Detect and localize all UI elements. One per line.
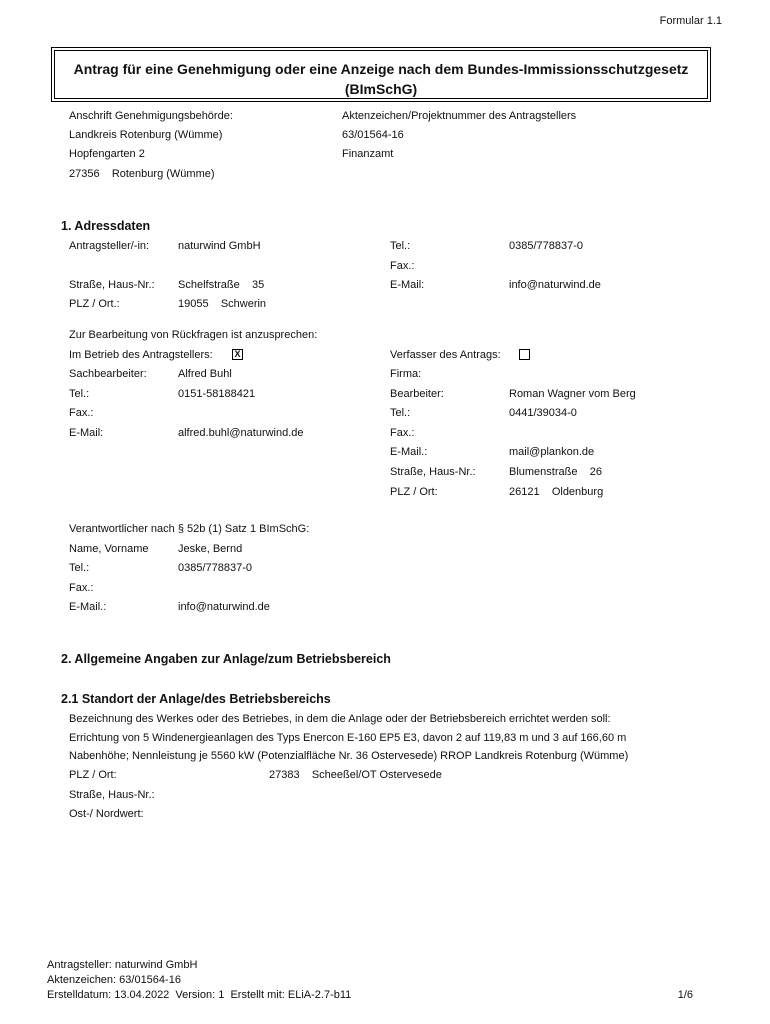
authority-line1: Landkreis Rotenburg (Wümme) bbox=[69, 129, 223, 141]
page-title: Antrag für eine Genehmigung oder eine Anzeige nach dem Bundes-Immissionsschutzgesetz (BImSchG) bbox=[73, 61, 689, 97]
applicant-street-label: Straße, Haus-Nr.: bbox=[69, 279, 155, 291]
handler-label: Bearbeiter: bbox=[390, 388, 444, 400]
clerk-fax-label: Fax.: bbox=[69, 407, 94, 419]
author-plz-value: 26121 Oldenburg bbox=[509, 486, 604, 498]
author-email-label: E-Mail.: bbox=[390, 446, 428, 458]
section21-heading: 2.1 Standort der Anlage/des Betriebsbereichs bbox=[61, 692, 331, 706]
responsible-email-label: E-Mail.: bbox=[69, 601, 107, 613]
section2-heading: 2. Allgemeine Angaben zur Anlage/zum Betriebsbereich bbox=[61, 652, 391, 666]
operator-checkbox[interactable]: X bbox=[232, 349, 243, 360]
site-coords-label: Ost-/ Nordwert: bbox=[69, 808, 144, 820]
responsible-name-label: Name, Vorname bbox=[69, 543, 149, 555]
authority-line2: Hopfengarten 2 bbox=[69, 148, 145, 160]
site-plz-value: 27383 Scheeßel/OT Ostervesede bbox=[269, 769, 442, 781]
responsible-email-value: info@naturwind.de bbox=[178, 601, 270, 613]
author-tel-label: Tel.: bbox=[390, 407, 411, 419]
form-number: Formular 1.1 bbox=[659, 15, 722, 27]
responsible-fax-label: Fax.: bbox=[69, 582, 94, 594]
reference-value: 63/01564-16 bbox=[342, 129, 404, 141]
handler-value: Roman Wagner vom Berg bbox=[509, 388, 636, 400]
clerk-email-label: E-Mail: bbox=[69, 427, 104, 439]
applicant-street-value: Schelfstraße 35 bbox=[178, 279, 265, 291]
clerk-tel-label: Tel.: bbox=[69, 388, 90, 400]
authority-line3: 27356 Rotenburg (Wümme) bbox=[69, 168, 215, 180]
contact-intro: Zur Bearbeitung von Rückfragen ist anzusprechen: bbox=[69, 329, 318, 341]
author-plz-label: PLZ / Ort: bbox=[390, 486, 438, 498]
site-street-label: Straße, Haus-Nr.: bbox=[69, 789, 155, 801]
footer-reference: Aktenzeichen: 63/01564-16 bbox=[47, 974, 181, 986]
operator-label: Im Betrieb des Antragstellers: bbox=[69, 349, 213, 361]
footer-applicant: Antragsteller: naturwind GmbH bbox=[47, 959, 198, 971]
site-description-label: Bezeichnung des Werkes oder des Betriebes, in dem die Anlage oder der Betriebsbereich errichtet werden soll: bbox=[69, 713, 611, 725]
author-checkbox[interactable] bbox=[519, 349, 530, 360]
applicant-tel-label: Tel.: bbox=[390, 240, 411, 252]
firm-label: Firma: bbox=[390, 368, 422, 380]
author-label: Verfasser des Antrags: bbox=[390, 349, 501, 361]
responsible-name-value: Jeske, Bernd bbox=[178, 543, 243, 555]
author-email-value: mail@plankon.de bbox=[509, 446, 595, 458]
author-fax-label: Fax.: bbox=[390, 427, 415, 439]
clerk-email-value: alfred.buhl@naturwind.de bbox=[178, 427, 304, 439]
applicant-email-label: E-Mail: bbox=[390, 279, 425, 291]
reference-label: Aktenzeichen/Projektnummer des Antragstellers bbox=[342, 110, 577, 122]
footer-created: Erstelldatum: 13.04.2022 Version: 1 Erstellt mit: ELiA-2.7-b11 bbox=[47, 989, 352, 1001]
author-street-value: Blumenstraße 26 bbox=[509, 466, 602, 478]
applicant-value: naturwind GmbH bbox=[178, 240, 261, 252]
applicant-tel-value: 0385/778837-0 bbox=[509, 240, 584, 252]
clerk-tel-value: 0151-58188421 bbox=[178, 388, 256, 400]
responsible-tel-label: Tel.: bbox=[69, 562, 90, 574]
site-description-line2: Nabenhöhe; Nennleistung je 5560 kW (Potenzialfläche Nr. 36 Ostervesede) RROP Landkreis Rotenburg (Wümme) bbox=[69, 750, 629, 762]
author-tel-value: 0441/39034-0 bbox=[509, 407, 577, 419]
footer-page-number: 1/6 bbox=[677, 989, 693, 1001]
applicant-fax-label: Fax.: bbox=[390, 260, 415, 272]
applicant-label: Antragsteller/-in: bbox=[69, 240, 150, 252]
site-plz-label: PLZ / Ort: bbox=[69, 769, 117, 781]
author-street-label: Straße, Haus-Nr.: bbox=[390, 466, 476, 478]
site-description-line1: Errichtung von 5 Windenergieanlagen des Typs Enercon E-160 EP5 E3, davon 2 auf 119,83 m und 3 auf 166,60 m bbox=[69, 732, 627, 744]
applicant-plz-label: PLZ / Ort.: bbox=[69, 298, 120, 310]
authority-label: Anschrift Genehmigungsbehörde: bbox=[69, 110, 233, 122]
responsible-tel-value: 0385/778837-0 bbox=[178, 562, 253, 574]
applicant-email-value: info@naturwind.de bbox=[509, 279, 601, 291]
clerk-value: Alfred Buhl bbox=[178, 368, 232, 380]
applicant-plz-value: 19055 Schwerin bbox=[178, 298, 267, 310]
clerk-label: Sachbearbeiter: bbox=[69, 368, 147, 380]
section1-heading: 1. Adressdaten bbox=[61, 219, 151, 233]
responsible-intro: Verantwortlicher nach § 52b (1) Satz 1 BImSchG: bbox=[69, 523, 310, 535]
reference-office: Finanzamt bbox=[342, 148, 394, 160]
